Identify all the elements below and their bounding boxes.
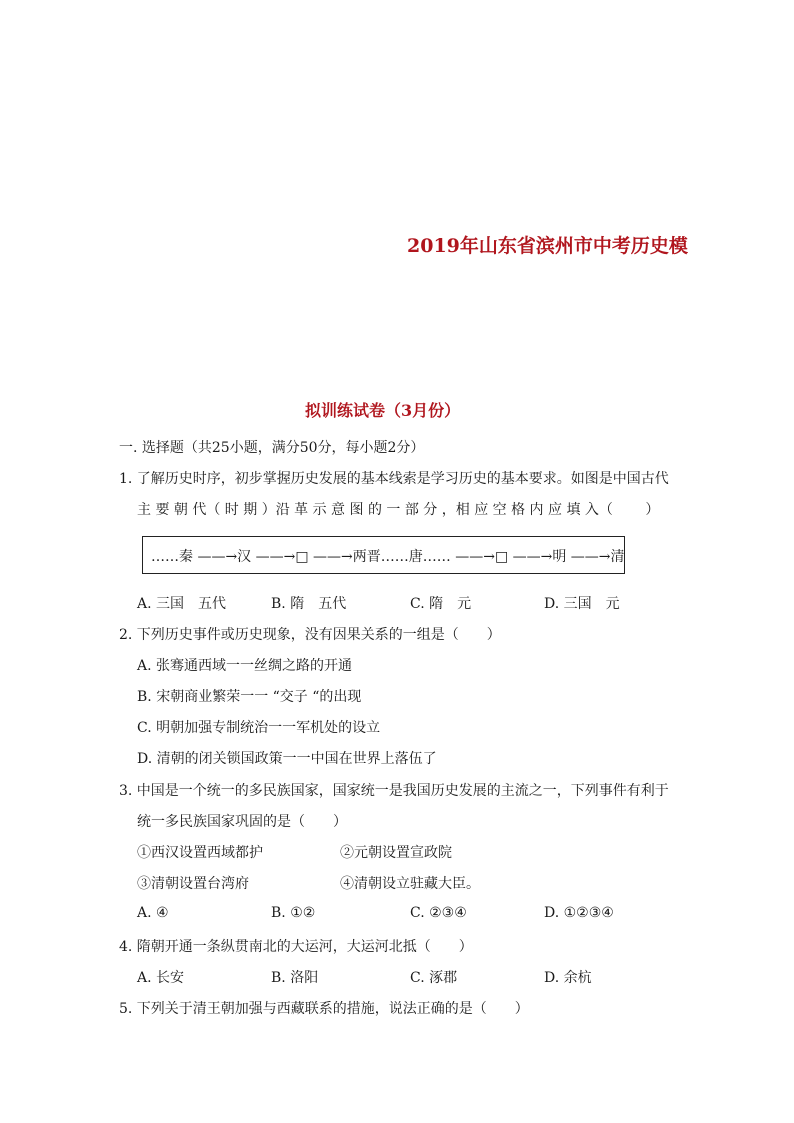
q4-option-c: C. 涿郡 — [410, 970, 458, 986]
q3-item-4: ④清朝设立驻藏大臣。 — [340, 876, 480, 892]
q3-item-3: ③清朝设置台湾府 — [137, 876, 249, 892]
q3-option-c: C. ②③④ — [410, 905, 467, 921]
q4-option-d: D. 余杭 — [544, 970, 592, 986]
q3-item-1: ①西汉设置西域都护 — [137, 845, 263, 861]
q4-stem: 4. 隋朝开通一条纵贯南北的大运河，大运河北抵（ ） — [119, 939, 473, 955]
exam-title-line1: 2019年山东省滨州市中考历史模 — [407, 235, 688, 257]
q2-stem: 2. 下列历史事件或历史现象，没有因果关系的一组是（ ） — [119, 627, 501, 643]
q2-option-b: B. 宋朝商业繁荣一一 “交子 “的出现 — [137, 689, 362, 705]
q4-option-b: B. 洛阳 — [271, 970, 319, 986]
q4-option-a: A. 长安 — [137, 970, 185, 986]
section-heading: 一. 选择题（共25小题，满分50分，每小题2分） — [119, 440, 425, 456]
q3-stem-line2: 统一多民族国家巩固的是（ ） — [137, 814, 347, 830]
q1-stem-line2: 主 要 朝 代（ 时 期 ）沿 革 示 意 图 的 一 部 分 ，相 应 空 格 内 应 填 入（ ） — [137, 502, 660, 518]
q3-option-b: B. ①② — [271, 905, 316, 921]
q1-stem-line1: 1. 了解历史时序，初步掌握历史发展的基本线索是学习历史的基本要求。如图是中国古代 — [119, 471, 669, 487]
dynasty-flow-text: ……秦 ——→汉 ——→□ ——→两晋……唐…… ——→□ ——→明 ——→清 — [151, 549, 625, 565]
exam-title-line2: 拟训练试卷（3月份） — [305, 401, 461, 420]
dynasty-flow-diagram — [142, 536, 625, 574]
q1-option-c: C. 隋 元 — [410, 596, 472, 612]
q2-option-c: C. 明朝加强专制统治一一军机处的设立 — [137, 720, 381, 736]
q2-option-d: D. 清朝的闭关锁国政策一一中国在世界上落伍了 — [137, 751, 437, 767]
q3-stem-line1: 3. 中国是一个统一的多民族国家，国家统一是我国历史发展的主流之一，下列事件有利于 — [119, 783, 669, 799]
q1-option-d: D. 三国 元 — [544, 596, 620, 612]
q3-option-d: D. ①②③④ — [544, 905, 614, 921]
q1-option-b: B. 隋 五代 — [271, 596, 347, 612]
q5-stem: 5. 下列关于清王朝加强与西藏联系的措施，说法正确的是（ ） — [119, 1001, 529, 1017]
q3-option-a: A. ④ — [137, 905, 169, 921]
q2-option-a: A. 张骞通西域一一丝绸之路的开通 — [137, 658, 353, 674]
q1-option-a: A. 三国 五代 — [137, 596, 227, 612]
q3-item-2: ②元朝设置宣政院 — [340, 845, 452, 861]
